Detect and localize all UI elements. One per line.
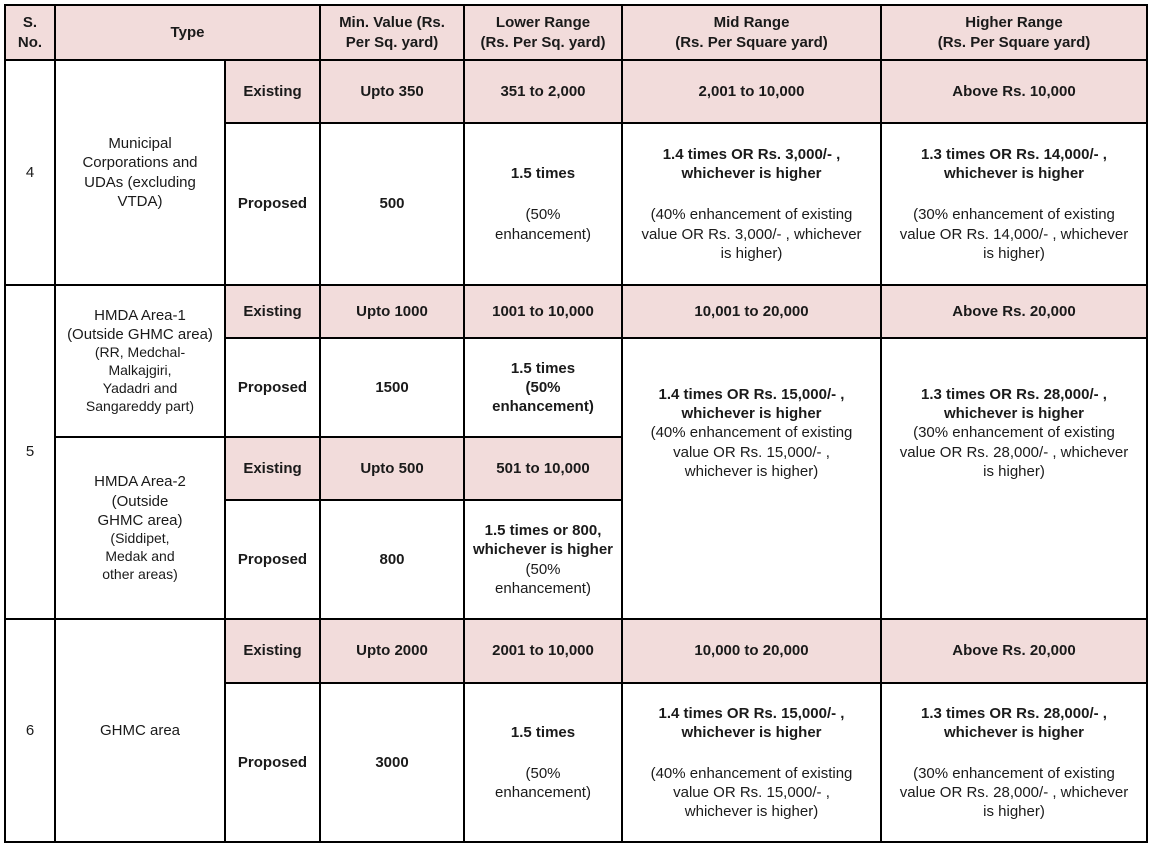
row-5-area-1-proposed-min: 1500 xyxy=(320,338,464,437)
row-5-area-1-existing xyxy=(5,285,1147,338)
row-6-existing-min: Upto 2000 xyxy=(320,619,464,683)
row-6-existing xyxy=(5,619,1147,683)
row-6-existing-label: Existing xyxy=(225,619,320,683)
type-header: Type xyxy=(55,5,320,60)
market-value-table xyxy=(4,4,1148,843)
row-4-existing-label: Existing xyxy=(225,60,320,123)
row-4-proposed-lower: 1.5 times (50% enhancement) xyxy=(464,123,622,285)
row-4-proposed-min: 500 xyxy=(320,123,464,285)
row-6-proposed-higher: 1.3 times OR Rs. 28,000/- , whichever is higher (30% enhancement of existing value OR Rs. 28,000/- , whichever is higher) xyxy=(881,683,1147,842)
row-5-sno: 5 xyxy=(5,285,55,619)
mid-range-header: Mid Range (Rs. Per Square yard) xyxy=(622,5,881,60)
row-5-area-2-existing-label: Existing xyxy=(225,437,320,500)
row-4-existing-lower: 351 to 2,000 xyxy=(464,60,622,123)
sno-header: S. No. xyxy=(5,5,55,60)
row-5-area-1-type: HMDA Area-1 (Outside GHMC area) (RR, Medchal- Malkajgiri, Yadadri and Sangareddy part) xyxy=(55,285,225,437)
row-6-proposed-min: 3000 xyxy=(320,683,464,842)
row-5-area-2-type: HMDA Area-2 (Outside GHMC area) (Siddipet, Medak and other areas) xyxy=(55,437,225,619)
row-6-type: GHMC area xyxy=(55,619,225,842)
min-value-header: Min. Value (Rs. Per Sq. yard) xyxy=(320,5,464,60)
row-6-proposed-label: Proposed xyxy=(225,683,320,842)
lower-range-header: Lower Range (Rs. Per Sq. yard) xyxy=(464,5,622,60)
header-row xyxy=(5,5,1147,60)
row-5-area-2-proposed-lower: 1.5 times or 800, whichever is higher (50% enhancement) xyxy=(464,500,622,619)
row-5-area-1-existing-label: Existing xyxy=(225,285,320,338)
row-6-existing-higher: Above Rs. 20,000 xyxy=(881,619,1147,683)
row-6-proposed-lower: 1.5 times (50% enhancement) xyxy=(464,683,622,842)
row-5-area-1-proposed-label: Proposed xyxy=(225,338,320,437)
row-5-proposed-mid: 1.4 times OR Rs. 15,000/- , whichever is higher (40% enhancement of existing value OR Rs. 15,000/- , whichever is higher) xyxy=(622,338,881,619)
row-4-existing-higher: Above Rs. 10,000 xyxy=(881,60,1147,123)
row-5-area-2-proposed-label: Proposed xyxy=(225,500,320,619)
row-6-existing-mid: 10,000 to 20,000 xyxy=(622,619,881,683)
row-4-proposed-label: Proposed xyxy=(225,123,320,285)
row-4-proposed-higher: 1.3 times OR Rs. 14,000/- , whichever is higher (30% enhancement of existing value OR Rs. 14,000/- , whichever is higher) xyxy=(881,123,1147,285)
row-5-area-2-existing-min: Upto 500 xyxy=(320,437,464,500)
row-5-area-1-proposed-lower: 1.5 times (50% enhancement) xyxy=(464,338,622,437)
row-4-existing xyxy=(5,60,1147,123)
row-5-proposed-higher: 1.3 times OR Rs. 28,000/- , whichever is higher (30% enhancement of existing value OR Rs. 28,000/- , whichever is higher) xyxy=(881,338,1147,619)
higher-range-header: Higher Range (Rs. Per Square yard) xyxy=(881,5,1147,60)
row-4-existing-min: Upto 350 xyxy=(320,60,464,123)
row-4-proposed-mid: 1.4 times OR Rs. 3,000/- , whichever is higher (40% enhancement of existing value OR Rs. 3,000/- , whichever is higher) xyxy=(622,123,881,285)
row-6-existing-lower: 2001 to 10,000 xyxy=(464,619,622,683)
row-5-area-1-existing-min: Upto 1000 xyxy=(320,285,464,338)
row-5-area-1-existing-higher: Above Rs. 20,000 xyxy=(881,285,1147,338)
row-5-area-2-existing-lower: 501 to 10,000 xyxy=(464,437,622,500)
row-5-area-1-existing-lower: 1001 to 10,000 xyxy=(464,285,622,338)
row-6-proposed-mid: 1.4 times OR Rs. 15,000/- , whichever is higher (40% enhancement of existing value OR Rs. 15,000/- , whichever is higher) xyxy=(622,683,881,842)
row-6-sno: 6 xyxy=(5,619,55,842)
row-5-area-1-existing-mid: 10,001 to 20,000 xyxy=(622,285,881,338)
row-4-existing-mid: 2,001 to 10,000 xyxy=(622,60,881,123)
row-5-area-2-proposed-min: 800 xyxy=(320,500,464,619)
row-4-sno: 4 xyxy=(5,60,55,285)
row-4-type: Municipal Corporations and UDAs (excluding VTDA) xyxy=(55,60,225,285)
